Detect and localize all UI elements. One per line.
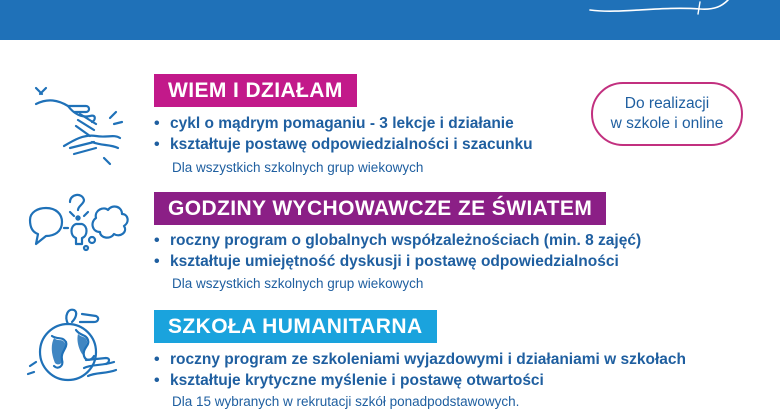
program-section-szkola-humanitarna: [0, 306, 780, 420]
list-item: • roczny program ze szkoleniami wyjazdowymi i działaniami w szkołach: [154, 349, 686, 370]
badge-line: Do realizacji: [624, 95, 710, 112]
list-item: • kształtuje krytyczne myślenie i postawę otwartości: [154, 370, 686, 391]
section-title-pill: WIEM I DZIAŁAM: [154, 74, 357, 107]
delivery-mode-badge: [591, 82, 743, 146]
bullet-list: [154, 230, 641, 272]
top-banner: [0, 0, 780, 40]
list-item: • kształtuje postawę odpowiedzialności i szacunku: [154, 134, 533, 155]
audience-note: Dla wszystkich szkolnych grup wiekowych: [172, 276, 424, 291]
audience-note: Dla 15 wybranych w rekrutacji szkół ponadpodstawowych.: [172, 394, 520, 409]
speech-bubbles-icon: [24, 190, 134, 264]
program-section-godziny-wychowawcze: [0, 190, 780, 300]
section-title-pill: SZKOŁA HUMANITARNA: [154, 310, 437, 343]
badge-line: w szkole i online: [610, 115, 724, 132]
squiggle-decoration-icon: [0, 0, 780, 40]
bullet-list: [154, 113, 533, 155]
helping-hands-icon: [34, 84, 124, 166]
bullet-list: [154, 349, 686, 391]
list-item: • cykl o mądrym pomaganiu - 3 lekcje i działanie: [154, 113, 533, 134]
audience-note: Dla wszystkich szkolnych grup wiekowych: [172, 160, 424, 175]
section-title-pill: GODZINY WYCHOWAWCZE ZE ŚWIATEM: [154, 192, 606, 225]
globe-hands-icon: [22, 306, 122, 390]
list-item: • kształtuje umiejętność dyskusji i postawę odpowiedzialności: [154, 251, 641, 272]
list-item: • roczny program o globalnych współzależnościach (min. 8 zajęć): [154, 230, 641, 251]
